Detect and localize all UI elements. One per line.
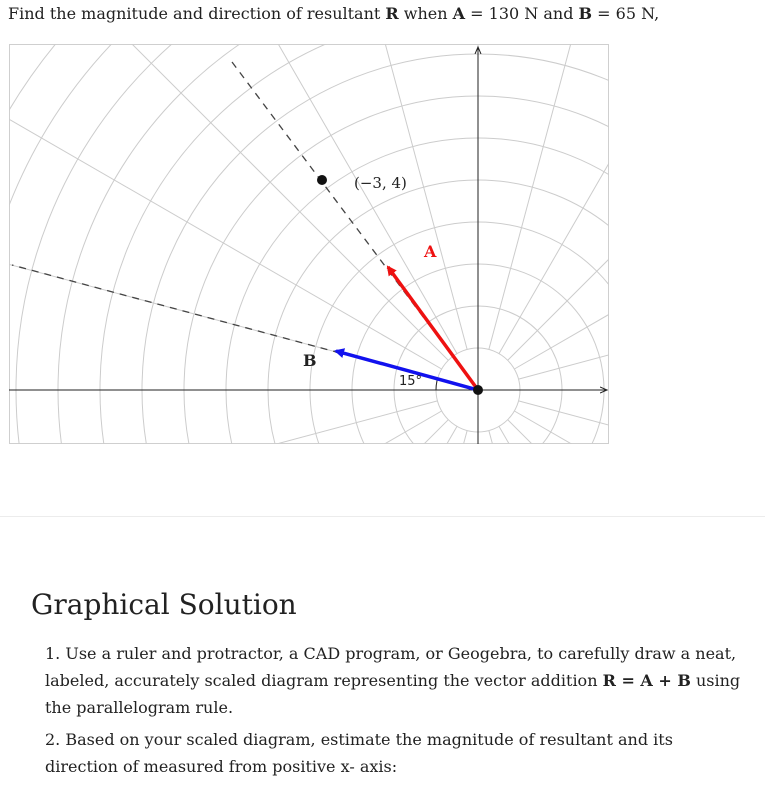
problem-text: Find the magnitude and direction of resultant <box>8 4 386 23</box>
problem-and: and <box>538 4 579 23</box>
step-1 <box>45 640 750 721</box>
step-1-text: 1. Use a ruler and protractor, a CAD program, or Geogebra, to carefully draw a neat, labeled, accurately scaled diagram representing the vector addition <box>45 644 737 690</box>
vector-b-symbol: B <box>578 4 593 23</box>
problem-statement <box>8 4 659 23</box>
resultant-symbol: R <box>385 4 399 23</box>
step-2: 2. Based on your scaled diagram, estimate the magnitude of resultant and its direction of measured from positive x- axis: <box>45 730 673 776</box>
section-divider <box>0 516 765 517</box>
section-heading: Graphical Solution <box>31 588 297 621</box>
vector-b-label: B <box>303 351 317 370</box>
diagram-frame <box>10 45 609 444</box>
problem-when: when <box>398 4 453 23</box>
point-marker <box>317 175 327 185</box>
polar-grid-diagram <box>9 44 609 444</box>
vector-a-label: A <box>424 242 437 261</box>
angle-label: 15° <box>399 374 423 389</box>
vector-a-magnitude: = 130 N <box>465 4 539 23</box>
step-1-suffix: using the parallelogram rule. <box>45 671 741 717</box>
vector-b-magnitude: = 65 N, <box>592 4 660 23</box>
solution-steps <box>45 640 750 785</box>
origin-point <box>473 385 483 395</box>
point-label: (−3, 4) <box>354 174 407 192</box>
step-1-formula: R = A + B <box>602 671 691 690</box>
vector-a-symbol: A <box>452 4 466 23</box>
